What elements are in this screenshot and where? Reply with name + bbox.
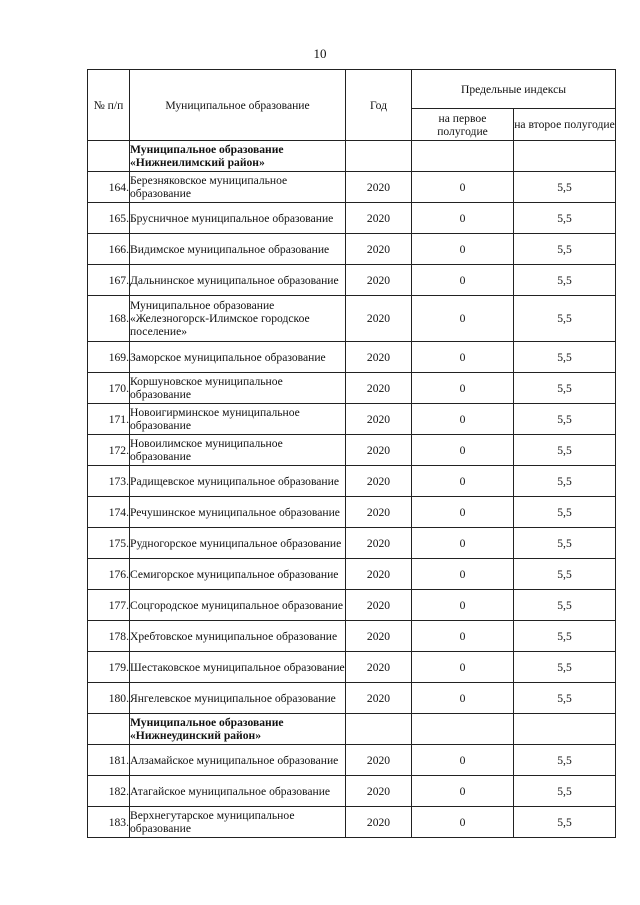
row-year: 2020 <box>346 559 412 590</box>
row-number: 178. <box>88 621 130 652</box>
second-half-index: 5,5 <box>514 172 616 203</box>
second-half-index: 5,5 <box>514 234 616 265</box>
row-number: 170. <box>88 373 130 404</box>
row-year: 2020 <box>346 172 412 203</box>
header-municipality: Муниципальное образование <box>130 70 346 141</box>
row-year: 2020 <box>346 590 412 621</box>
first-half-index: 0 <box>412 435 514 466</box>
row-year: 2020 <box>346 497 412 528</box>
header-year: Год <box>346 70 412 141</box>
table-row <box>88 234 616 265</box>
page-number: 10 <box>313 46 327 61</box>
municipality-name: Радищевское муниципальное образование <box>130 466 346 497</box>
municipality-name: Алзамайское муниципальное образование <box>130 745 346 776</box>
municipality-name: Новоилимское муниципальное образование <box>130 435 346 466</box>
municipality-name: Видимское муниципальное образование <box>130 234 346 265</box>
second-half-index: 5,5 <box>514 683 616 714</box>
first-half-index: 0 <box>412 590 514 621</box>
row-number: 183. <box>88 807 130 838</box>
row-year: 2020 <box>346 404 412 435</box>
row-number: 164. <box>88 172 130 203</box>
first-half-index: 0 <box>412 296 514 342</box>
municipality-name: Хребтовское муниципальное образование <box>130 621 346 652</box>
second-half-index: 5,5 <box>514 776 616 807</box>
header-limit-indices: Предельные индексы <box>412 70 616 109</box>
row-number: 179. <box>88 652 130 683</box>
table-row <box>88 621 616 652</box>
section-row <box>88 141 616 172</box>
municipality-name: Дальнинское муниципальное образование <box>130 265 346 296</box>
first-half-index: 0 <box>412 776 514 807</box>
row-year: 2020 <box>346 435 412 466</box>
first-half-index: 0 <box>412 497 514 528</box>
municipality-name: Верхнегутарское муниципальное образование <box>130 807 346 838</box>
municipality-name: Березняковское муниципальное образование <box>130 172 346 203</box>
second-half-index: 5,5 <box>514 528 616 559</box>
table-row <box>88 466 616 497</box>
first-half-index: 0 <box>412 265 514 296</box>
header-number: № п/п <box>88 70 130 141</box>
first-half-index: 0 <box>412 203 514 234</box>
row-number: 174. <box>88 497 130 528</box>
second-half-index: 5,5 <box>514 497 616 528</box>
first-half-index: 0 <box>412 528 514 559</box>
row-number: 173. <box>88 466 130 497</box>
row-year: 2020 <box>346 265 412 296</box>
row-year: 2020 <box>346 373 412 404</box>
row-number: 169. <box>88 342 130 373</box>
row-number: 181. <box>88 745 130 776</box>
header-second-half: на второе полугодие <box>514 109 616 141</box>
table-row <box>88 172 616 203</box>
table-row <box>88 776 616 807</box>
second-half-index: 5,5 <box>514 373 616 404</box>
section-number-cell <box>88 714 130 745</box>
table-row <box>88 435 616 466</box>
table-body <box>88 141 616 838</box>
municipality-name: Брусничное муниципальное образование <box>130 203 346 234</box>
second-half-index: 5,5 <box>514 807 616 838</box>
row-number: 165. <box>88 203 130 234</box>
row-year: 2020 <box>346 807 412 838</box>
row-year: 2020 <box>346 203 412 234</box>
row-number: 175. <box>88 528 130 559</box>
table-row <box>88 265 616 296</box>
table-row <box>88 404 616 435</box>
section-first-cell <box>412 141 514 172</box>
row-number: 167. <box>88 265 130 296</box>
row-number: 182. <box>88 776 130 807</box>
row-number: 171. <box>88 404 130 435</box>
municipality-name: Семигорское муниципальное образование <box>130 559 346 590</box>
row-number: 168. <box>88 296 130 342</box>
table-row <box>88 590 616 621</box>
municipality-name: Речушинское муниципальное образование <box>130 497 346 528</box>
first-half-index: 0 <box>412 652 514 683</box>
row-year: 2020 <box>346 621 412 652</box>
second-half-index: 5,5 <box>514 404 616 435</box>
section-row <box>88 714 616 745</box>
row-year: 2020 <box>346 745 412 776</box>
second-half-index: 5,5 <box>514 296 616 342</box>
row-year: 2020 <box>346 528 412 559</box>
first-half-index: 0 <box>412 234 514 265</box>
first-half-index: 0 <box>412 559 514 590</box>
municipality-name: Рудногорское муниципальное образование <box>130 528 346 559</box>
table-row <box>88 528 616 559</box>
second-half-index: 5,5 <box>514 466 616 497</box>
row-number: 176. <box>88 559 130 590</box>
section-number-cell <box>88 141 130 172</box>
row-year: 2020 <box>346 466 412 497</box>
first-half-index: 0 <box>412 466 514 497</box>
second-half-index: 5,5 <box>514 559 616 590</box>
section-second-cell <box>514 714 616 745</box>
second-half-index: 5,5 <box>514 203 616 234</box>
first-half-index: 0 <box>412 745 514 776</box>
row-year: 2020 <box>346 342 412 373</box>
first-half-index: 0 <box>412 172 514 203</box>
second-half-index: 5,5 <box>514 621 616 652</box>
row-year: 2020 <box>346 234 412 265</box>
table-row <box>88 296 616 342</box>
tariff-index-table <box>87 69 616 838</box>
section-year-cell <box>346 141 412 172</box>
second-half-index: 5,5 <box>514 652 616 683</box>
table-row <box>88 652 616 683</box>
table-row <box>88 203 616 234</box>
first-half-index: 0 <box>412 621 514 652</box>
second-half-index: 5,5 <box>514 342 616 373</box>
row-year: 2020 <box>346 683 412 714</box>
second-half-index: 5,5 <box>514 590 616 621</box>
table-row <box>88 373 616 404</box>
table-row <box>88 497 616 528</box>
municipality-name: Шестаковское муниципальное образование <box>130 652 346 683</box>
municipality-name: Коршуновское муниципальное образование <box>130 373 346 404</box>
first-half-index: 0 <box>412 404 514 435</box>
second-half-index: 5,5 <box>514 745 616 776</box>
section-second-cell <box>514 141 616 172</box>
header-first-half: на первое полугодие <box>412 109 514 141</box>
second-half-index: 5,5 <box>514 265 616 296</box>
table-header <box>88 70 616 141</box>
municipality-name: Соцгородское муниципальное образование <box>130 590 346 621</box>
section-title: Муниципальное образование «Нижнеилимский район» <box>130 141 346 172</box>
row-year: 2020 <box>346 296 412 342</box>
municipality-name: Заморское муниципальное образование <box>130 342 346 373</box>
table-row <box>88 342 616 373</box>
row-number: 180. <box>88 683 130 714</box>
first-half-index: 0 <box>412 373 514 404</box>
table-row <box>88 807 616 838</box>
section-first-cell <box>412 714 514 745</box>
first-half-index: 0 <box>412 807 514 838</box>
row-year: 2020 <box>346 652 412 683</box>
second-half-index: 5,5 <box>514 435 616 466</box>
municipality-name: Новоигирминское муниципальное образование <box>130 404 346 435</box>
municipality-name: Атагайское муниципальное образование <box>130 776 346 807</box>
table-row <box>88 559 616 590</box>
row-number: 177. <box>88 590 130 621</box>
row-year: 2020 <box>346 776 412 807</box>
table-row <box>88 745 616 776</box>
row-number: 172. <box>88 435 130 466</box>
row-number: 166. <box>88 234 130 265</box>
table-row <box>88 683 616 714</box>
municipality-name: Муниципальное образование «Железногорск-Илимское городское поселение» <box>130 296 346 342</box>
first-half-index: 0 <box>412 342 514 373</box>
section-title: Муниципальное образование «Нижнеудинский район» <box>130 714 346 745</box>
first-half-index: 0 <box>412 683 514 714</box>
section-year-cell <box>346 714 412 745</box>
municipality-name: Янгелевское муниципальное образование <box>130 683 346 714</box>
